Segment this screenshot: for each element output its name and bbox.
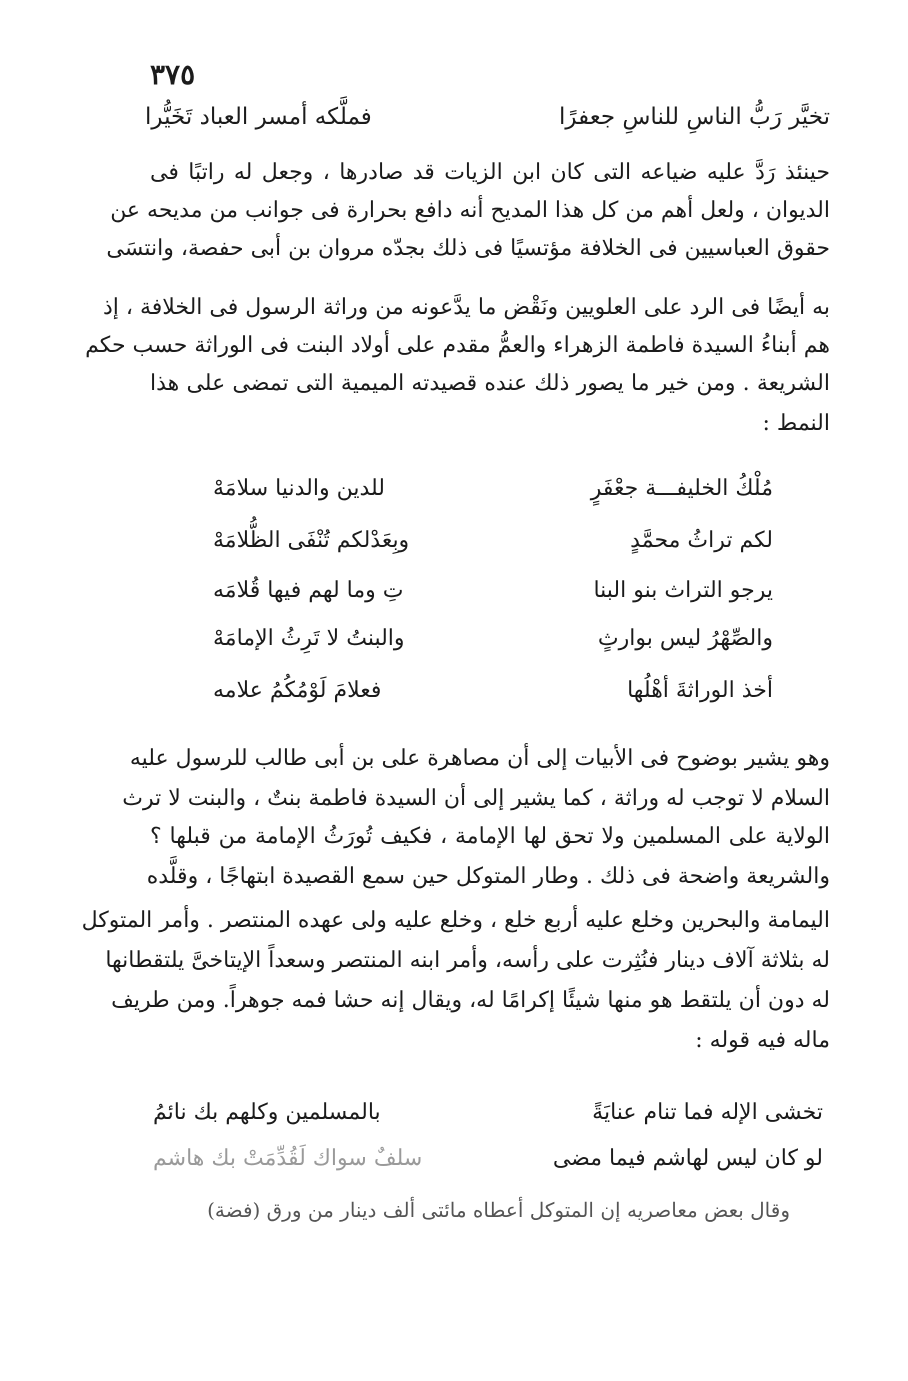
paragraph-line: له دون أن يلتقط هو منها شيئًا إكرامًا له، ويقال إنه حشا فمه جوهراً. ومن طريف — [111, 988, 830, 1013]
poem-verse — [213, 478, 773, 500]
poem-verse — [213, 580, 773, 602]
poem-hemistich-right: مُلْكُ الخليفـــة جعْفَرٍ — [590, 476, 773, 501]
poem-hemistich-right: لكم تراثُ محمَّدٍ — [630, 528, 773, 553]
last-line: وقال بعض معاصريه إن المتوكل أعطاه مائتى ألف دينار من ورق (فضة) — [207, 1198, 790, 1222]
paragraph-line: وهو يشير بوضوح فى الأبيات إلى أن مصاهرة على بن أبى طالب للرسول عليه — [129, 746, 830, 771]
paragraph-line: حقوق العباسيين فى الخلافة مؤتسيًا فى ذلك بجدّه مروان بن أبى حفصة، وانتسَى — [106, 236, 830, 261]
paragraph-line: له بثلاثة آلاف دينار فنُثِرت على رأسه، وأمر ابنه المنتصر وسعداً الإيتاخىَّ يلتقطانها — [105, 948, 830, 973]
poem-verse — [213, 530, 773, 552]
verse-hemistich-right: تخيَّر رَبُّ الناسِ للناسِ جعفرًا — [559, 104, 830, 130]
paragraph-line: هم أبناءُ السيدة فاطمة الزهراء والعمُّ مقدم على أولاد البنت فى الوراثة حسب حكم — [85, 333, 830, 358]
poem-hemistich-left: تِ وما لهم فيها قُلامَه — [213, 578, 404, 603]
paragraph-line: اليمامة والبحرين وخلع عليه أربع خلع ، وخلع عليه ولى عهده المنتصر . وأمر المتوكل — [81, 908, 830, 933]
paragraph-line: السلام لا توجب له وراثة ، كما يشير إلى أن السيدة فاطمة بنتٌ ، والبنت لا ترث — [122, 786, 830, 811]
verse-hemistich-left: فملَّكه أمسر العباد تَخَيُّرا — [145, 104, 372, 130]
bottom-verse — [153, 1148, 823, 1170]
poem-hemistich-right: والصِّهْرُ ليس بوارثٍ — [597, 626, 773, 651]
verse-hemistich-right: لو كان ليس لهاشم فيما مضى — [552, 1146, 823, 1171]
paragraph-line: به أيضًا فى الرد على العلويين ونَقْض ما يدَّعونه من وراثة الرسول فى الخلافة ، إذ — [102, 295, 830, 320]
poem-hemistich-right: يرجو التراث بنو البنا — [593, 578, 773, 603]
poem-hemistich-left: للدين والدنيا سلامَهْ — [213, 476, 385, 501]
verse-hemistich-left: بالمسلمين وكلهم بك نائمُ — [153, 1100, 381, 1125]
verse-hemistich-left: سلفٌ سواك لَقُدِّمَتْ بك هاشم — [153, 1146, 423, 1171]
page-number: ٣٧٥ — [150, 58, 196, 91]
paragraph-line: حينئذ رَدَّ عليه ضياعه التى كان ابن الزيات قد صادرها ، وجعل له راتبًا فى — [150, 160, 830, 185]
bottom-verse — [153, 1102, 823, 1124]
paragraph-line: الديوان ، ولعل أهم من كل هذا المديح أنه دافع بحرارة فى جوانب من مديحه عن — [110, 198, 830, 223]
paragraph-line: الشريعة . ومن خير ما يصور ذلك عنده قصيدته الميمية التى تمضى على هذا — [150, 371, 830, 396]
paragraph-line: الولاية على المسلمين ولا تحق لها الإمامة ، فكيف تُورَثُ الإمامة من قبلها ؟ — [150, 824, 830, 849]
paragraph-line: ماله فيه قوله : — [695, 1028, 830, 1053]
poem-verse — [213, 628, 773, 650]
poem-verse — [213, 680, 773, 702]
paragraph-line: النمط : — [762, 411, 830, 436]
verse-hemistich-right: تخشى الإله فما تنام عنايَةً — [592, 1100, 823, 1125]
poem-hemistich-left: فعلامَ لَوْمُكُمُ علامه — [213, 678, 382, 703]
paragraph-line: والشريعة واضحة فى ذلك . وطار المتوكل حين سمع القصيدة ابتهاجًا ، وقلَّده — [146, 864, 830, 889]
poem-hemistich-left: وبِعَدْلكم تُنْفَى الظُّلامَهْ — [213, 528, 410, 553]
poem-hemistich-left: والبنتُ لا تَرِثُ الإمامَهْ — [213, 626, 405, 651]
top-verse — [145, 106, 830, 129]
poem-hemistich-right: أخذ الوراثةَ أهْلُها — [627, 678, 773, 703]
